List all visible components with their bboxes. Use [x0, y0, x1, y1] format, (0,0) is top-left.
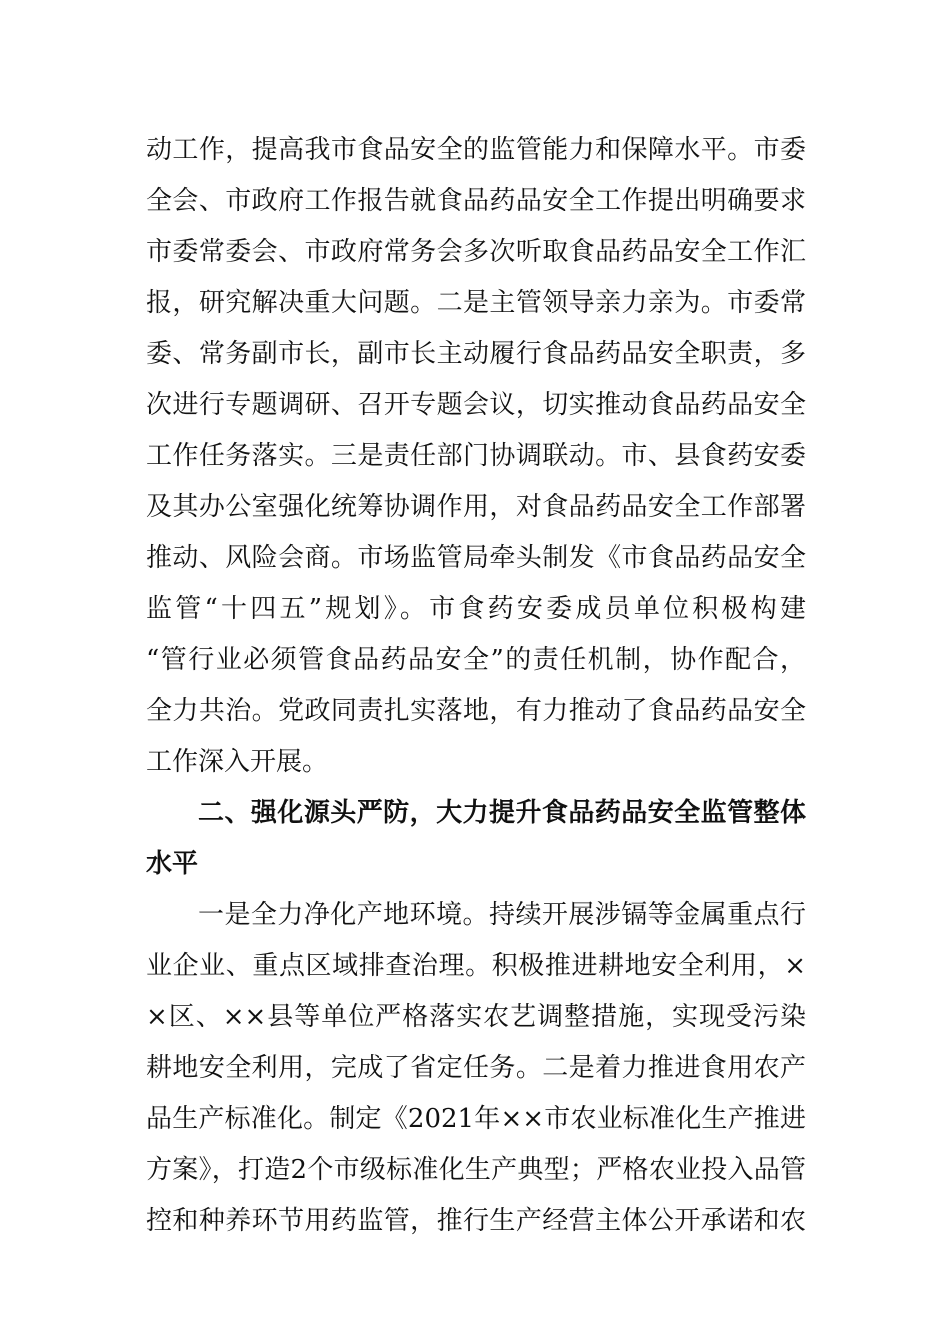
- paragraph1-line: 推动、风险会商。市场监管局牵头制发《市食品药品安全: [146, 543, 806, 573]
- paragraph1-line: 市委常委会、市政府常务会多次听取食品药品安全工作汇: [146, 237, 806, 267]
- paragraph1-line: 委、常务副市长，副市长主动履行食品药品安全职责，多: [146, 339, 806, 369]
- paragraph1-line: 动工作，提高我市食品安全的监管能力和保障水平。市委: [146, 135, 806, 165]
- paragraph2-line: 一是全力净化产地环境。持续开展涉镉等金属重点行: [198, 900, 806, 930]
- paragraph1-line: “管行业必须管食品药品安全”的责任机制，协作配合，: [146, 645, 806, 675]
- paragraph1-line: 全会、市政府工作报告就食品药品安全工作提出明确要求: [146, 186, 806, 216]
- paragraph2-line: 方案》，打造2个市级标准化生产典型；严格农业投入品管: [146, 1155, 806, 1185]
- paragraph1-line: 次进行专题调研、召开专题会议，切实推动食品药品安全: [146, 390, 806, 420]
- paragraph2-line: ×区、××县等单位严格落实农艺调整措施，实现受污染: [146, 1002, 806, 1032]
- section-heading-line: 二、强化源头严防，大力提升食品药品安全监管整体: [198, 798, 806, 828]
- paragraph1-line: 及其办公室强化统筹协调作用，对食品药品安全工作部署: [146, 492, 806, 522]
- section-heading-line: 水平: [146, 849, 199, 879]
- paragraph1-line: 工作深入开展。: [146, 747, 329, 777]
- paragraph2-line: 品生产标准化。制定《2021年××市农业标准化生产推进: [146, 1104, 806, 1134]
- paragraph2-line: 控和种养环节用药监管，推行生产经营主体公开承诺和农: [146, 1206, 806, 1236]
- paragraph1-line: 工作任务落实。三是责任部门协调联动。市、县食药安委: [146, 441, 806, 471]
- paragraph2-line: 耕地安全利用，完成了省定任务。二是着力推进食用农产: [146, 1053, 806, 1083]
- paragraph2-line: 业企业、重点区域排查治理。积极推进耕地安全利用，×: [146, 951, 806, 981]
- paragraph1-line: 监管“十四五”规划》。市食药安委成员单位积极构建: [146, 594, 806, 624]
- paragraph1-line: 报，研究解决重大问题。二是主管领导亲力亲为。市委常: [146, 288, 806, 318]
- paragraph1-line: 全力共治。党政同责扎实落地，有力推动了食品药品安全: [146, 696, 806, 726]
